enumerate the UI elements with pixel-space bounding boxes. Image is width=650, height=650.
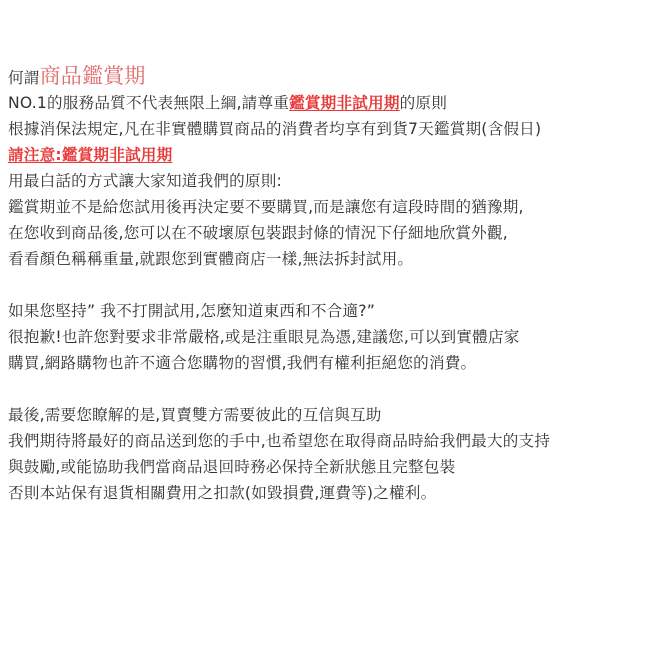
paragraph-line-6: 在您收到商品後,您可以在不破壞原包裝跟封條的情況下仔細地欣賞外觀, xyxy=(8,224,508,242)
paragraph-line-13: 與鼓勵,或能協助我們當商品退回時務必保持全新狀態且完整包裝 xyxy=(8,458,456,476)
paragraph-line-2: 根據消保法規定,凡在非實體購買商品的消費者均享有到貨7天鑑賞期(含假日) xyxy=(8,120,542,138)
title-prefix: 何謂 xyxy=(8,69,40,87)
notice-heading xyxy=(8,142,648,168)
paragraph-line-9: 很抱歉!也許您對要求非常嚴格,或是注重眼見為憑,建議您,可以到實體店家 xyxy=(8,328,520,346)
notice-highlight: 請注意:鑑賞期非試用期 xyxy=(8,146,173,164)
paragraph-line-4: 用最白話的方式讓大家知道我們的原則: xyxy=(8,172,282,190)
title-main: 商品鑑賞期 xyxy=(39,64,146,88)
paragraph-line-1 xyxy=(8,90,648,116)
line-1-suffix: 的原則 xyxy=(399,94,448,112)
paragraph-gap xyxy=(8,272,648,298)
paragraph-line-14: 否則本站保有退貨相關費用之扣款(如毀損費,運費等)之權利。 xyxy=(8,484,437,502)
policy-document xyxy=(8,62,648,506)
highlight-appreciation-period: 鑑賞期非試用期 xyxy=(289,94,400,112)
paragraph-line-5: 鑑賞期並不是給您試用後再決定要不要購買,而是讓您有這段時間的猶豫期, xyxy=(8,198,524,216)
paragraph-gap xyxy=(8,376,648,402)
paragraph-line-10: 購買,網路購物也許不適合您購物的習慣,我們有權利拒絕您的消費。 xyxy=(8,354,477,372)
paragraph-line-7: 看看顏色稱稱重量,就跟您到實體商店一樣,無法拆封試用。 xyxy=(8,250,414,268)
paragraph-line-11: 最後,需要您瞭解的是,買賣雙方需要彼此的互信與互助 xyxy=(8,406,382,424)
paragraph-line-12: 我們期待將最好的商品送到您的手中,也希望您在取得商品時給我們最大的支持 xyxy=(8,432,551,450)
paragraph-line-8: 如果您堅持” 我不打開試用,怎麼知道東西和不合適?” xyxy=(8,302,376,320)
line-1-text: NO.1的服務品質不代表無限上綱,請尊重 xyxy=(8,94,290,112)
page-title xyxy=(8,62,648,90)
